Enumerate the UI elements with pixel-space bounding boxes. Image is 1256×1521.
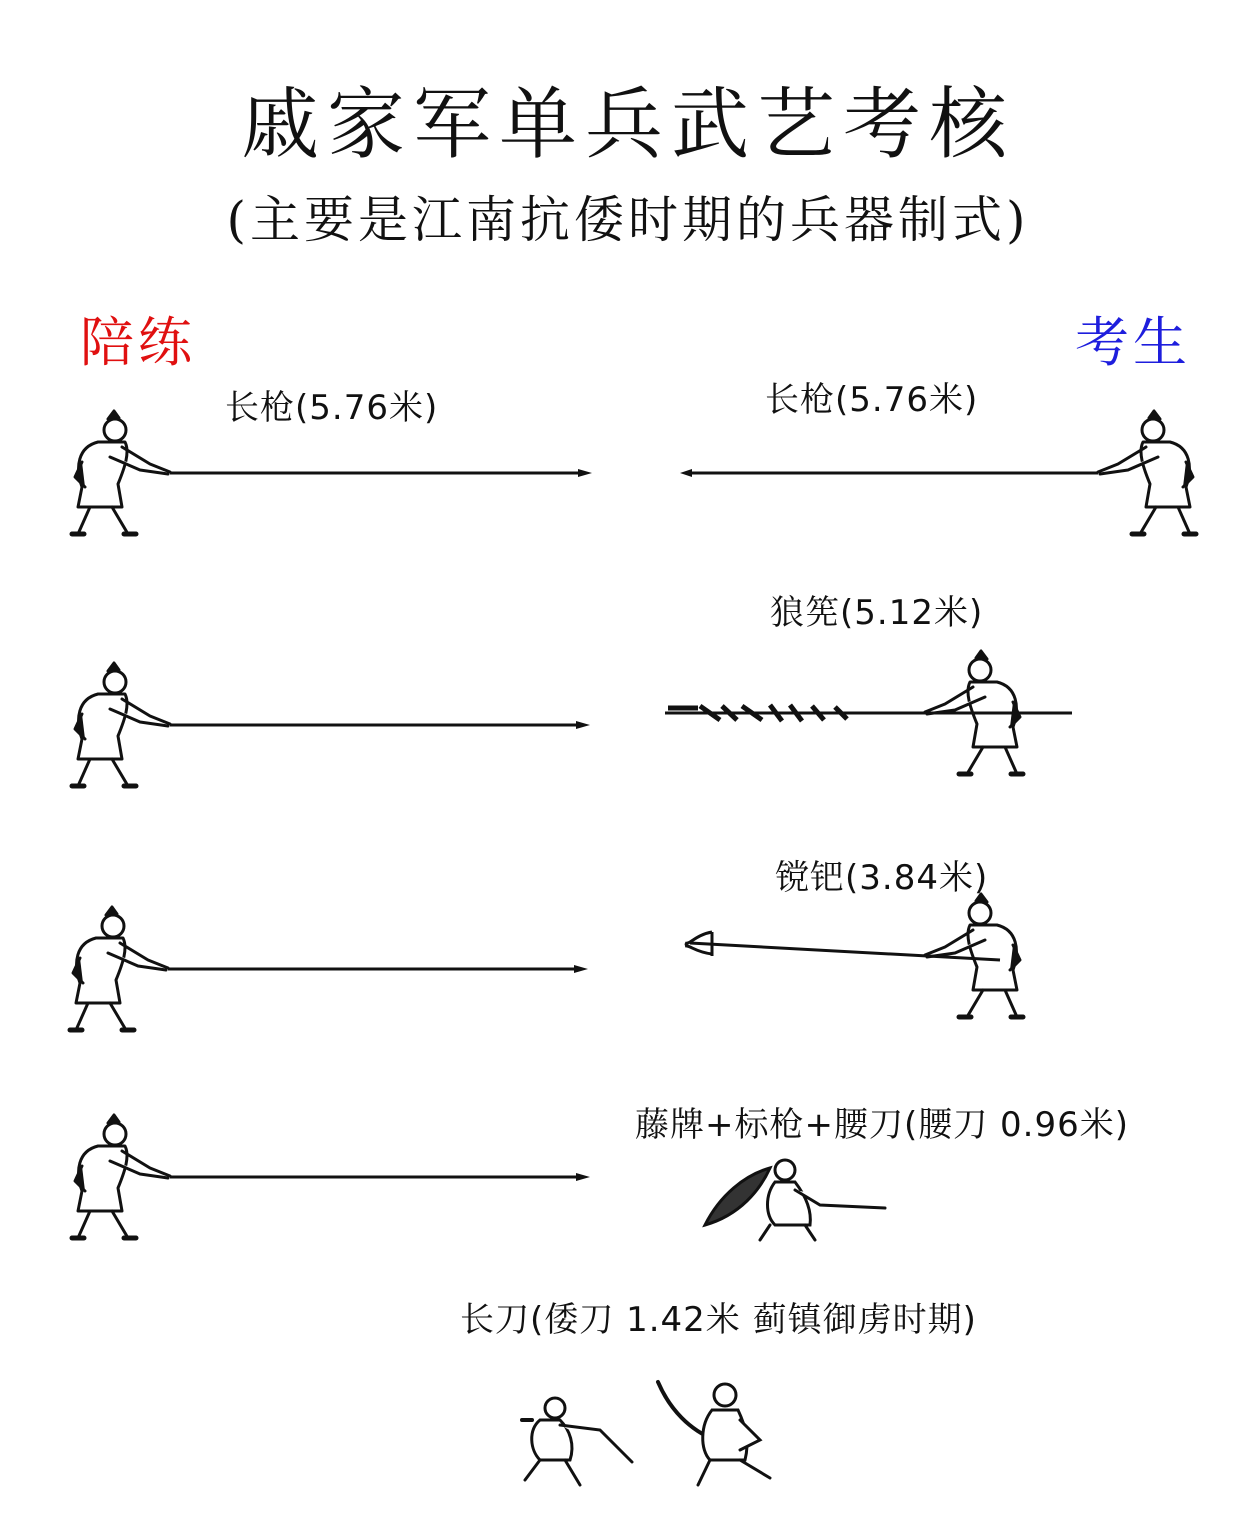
page-title: 戚家军单兵武艺考核	[240, 80, 1015, 170]
right-spearman-row1	[680, 411, 1196, 534]
left-spearman-row2	[72, 663, 590, 786]
page-subtitle: (主要是江南抗倭时期的兵器制式)	[226, 191, 1030, 249]
left-spearman-row3	[70, 907, 588, 1030]
long-sword-wielder-left	[522, 1398, 632, 1485]
tangpa-wielder	[685, 894, 1023, 1017]
tangpa-label: 镋钯(3.84米)	[775, 858, 989, 898]
long-sword-label: 长刀(倭刀 1.42米 蓟镇御虏时期)	[460, 1300, 977, 1340]
sparring-partner-label: 陪练	[80, 311, 196, 374]
right-spear-label: 长枪(5.76米)	[765, 380, 979, 420]
left-spear-label: 长枪(5.76米)	[225, 388, 439, 428]
left-spearman-row4	[72, 1115, 590, 1238]
langxian-label: 狼筅(5.12米)	[770, 593, 984, 633]
shield-bearer	[705, 1160, 885, 1240]
langxian-wielder	[665, 651, 1072, 774]
long-sword-wielder-right	[658, 1382, 770, 1485]
examinee-label: 考生	[1075, 311, 1191, 374]
shield-set-label: 藤牌+标枪+腰刀(腰刀 0.96米)	[635, 1105, 1130, 1145]
left-spearman-row1	[72, 411, 592, 534]
